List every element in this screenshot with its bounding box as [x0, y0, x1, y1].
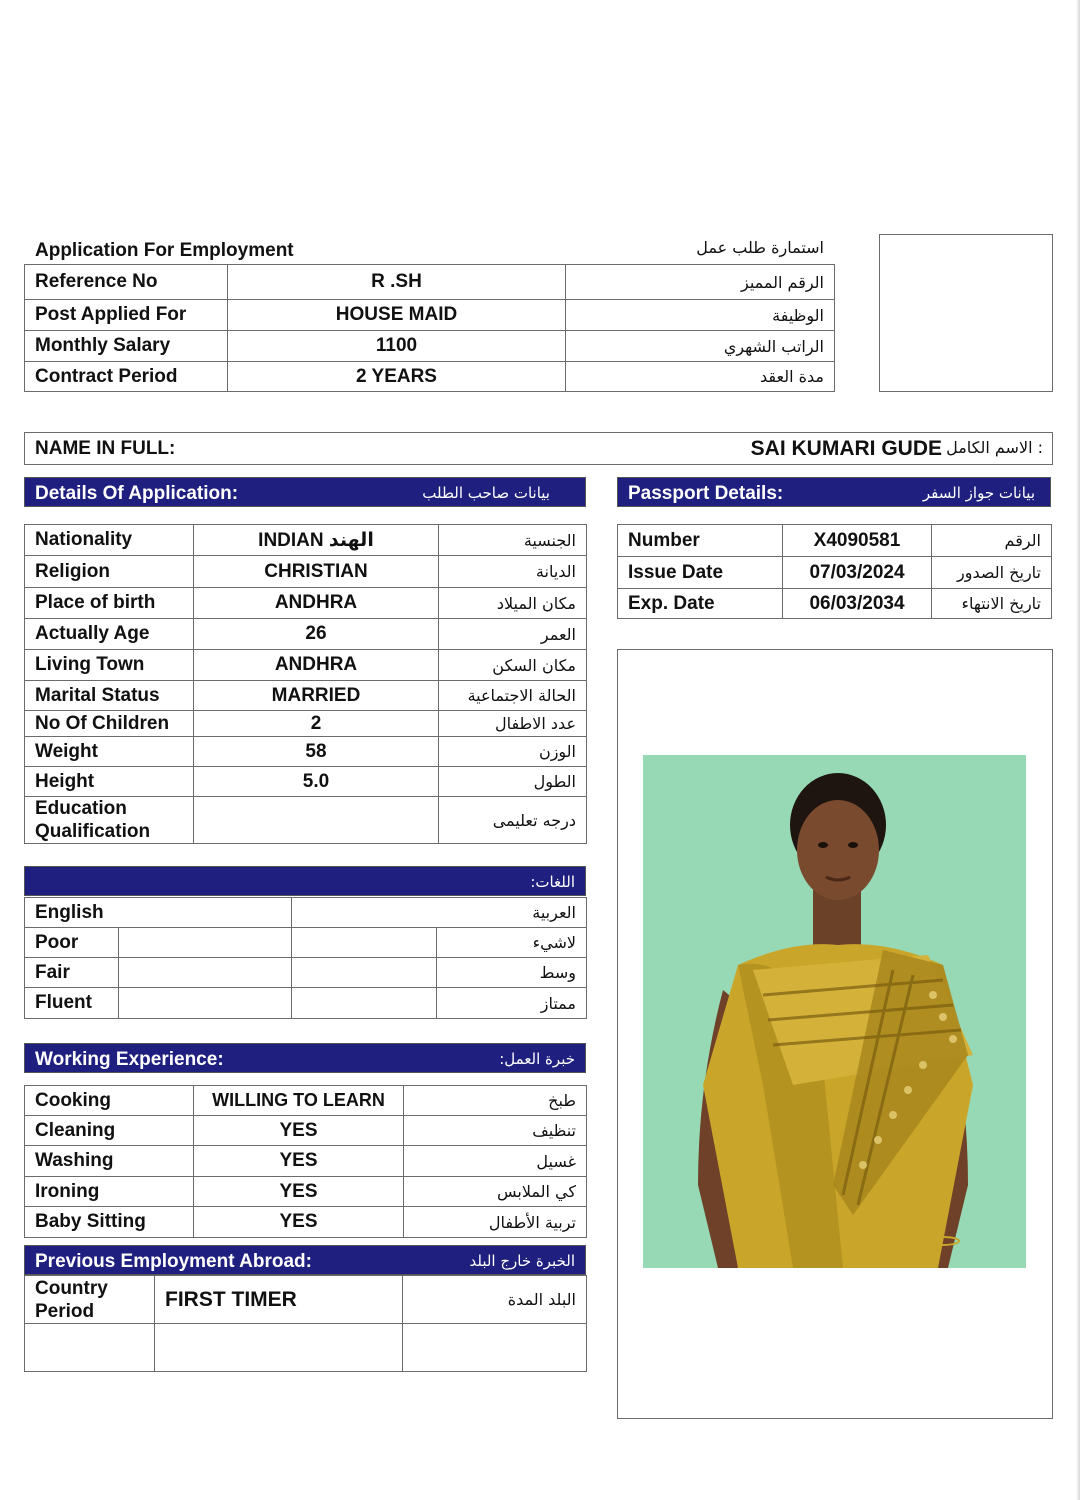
passport-table — [617, 524, 1052, 619]
post-value: HOUSE MAID — [228, 300, 566, 331]
table-row — [25, 300, 835, 331]
contract-label: Contract Period — [25, 362, 228, 392]
details-title-ar: بيانات صاحب الطلب — [422, 484, 550, 502]
languages-header-bar — [24, 866, 586, 896]
table-row — [25, 988, 587, 1019]
abroad-value: FIRST TIMER — [155, 1276, 403, 1324]
applicant-photo-image — [643, 755, 1026, 1268]
children-label-ar: عدد الاطفال — [439, 711, 587, 737]
table-row — [25, 1146, 587, 1177]
name-row — [24, 432, 1053, 465]
salary-value: 1100 — [228, 331, 566, 362]
table-row — [25, 681, 587, 711]
abroad-blank-1 — [25, 1324, 155, 1372]
nationality-value: INDIAN الهند — [194, 525, 439, 556]
abroad-label-ar: البلد المدة — [403, 1276, 587, 1324]
name-label-ar: : الاسم الكامل — [946, 438, 1043, 457]
language-blank — [292, 898, 437, 928]
reference-label-ar: الرقم المميز — [566, 265, 835, 300]
table-row — [25, 958, 587, 988]
exp-date-label-ar: تاريخ الانتهاء — [932, 589, 1052, 619]
details-header-bar — [24, 477, 586, 507]
form-title-arabic: استمارة طلب عمل — [696, 238, 824, 257]
cooking-label: Cooking — [25, 1086, 194, 1116]
age-value: 26 — [194, 619, 439, 650]
table-row — [25, 331, 835, 362]
age-label-ar: العمر — [439, 619, 587, 650]
table-row — [618, 589, 1052, 619]
arabic-label: العربية — [437, 898, 587, 928]
abroad-title: Previous Employment Abroad: — [35, 1251, 312, 1272]
birthplace-label-ar: مكان الميلاد — [439, 588, 587, 619]
children-value: 2 — [194, 711, 439, 737]
passport-title: Passport Details: — [628, 483, 784, 504]
fluent-label: Fluent — [25, 988, 119, 1019]
passport-header-bar — [617, 477, 1051, 507]
fluent-arabic — [292, 988, 437, 1019]
table-row — [25, 711, 587, 737]
fair-label: Fair — [25, 958, 119, 988]
table-row — [25, 362, 835, 392]
english-label: English — [25, 898, 292, 928]
weight-value: 58 — [194, 737, 439, 767]
poor-english — [119, 928, 292, 958]
fair-english — [119, 958, 292, 988]
table-row — [25, 928, 587, 958]
babysitting-value: YES — [194, 1207, 404, 1238]
nationality-label: Nationality — [25, 525, 194, 556]
table-row — [25, 1177, 587, 1207]
table-row — [25, 588, 587, 619]
poor-label-ar: لاشيء — [437, 928, 587, 958]
religion-label: Religion — [25, 556, 194, 588]
table-row — [25, 1086, 587, 1116]
ironing-label-ar: كي الملابس — [404, 1177, 587, 1207]
page-edge — [1076, 0, 1080, 1500]
table-row — [25, 1116, 587, 1146]
table-row — [25, 619, 587, 650]
table-row — [25, 767, 587, 797]
issue-date-label: Issue Date — [618, 557, 783, 589]
fair-arabic — [292, 958, 437, 988]
salary-label-ar: الراتب الشهري — [566, 331, 835, 362]
birthplace-value: ANDHRA — [194, 588, 439, 619]
marital-label-ar: الحالة الاجتماعية — [439, 681, 587, 711]
education-value — [194, 797, 439, 844]
form-title: Application For Employment — [35, 240, 294, 261]
post-label-ar: الوظيفة — [566, 300, 835, 331]
passport-number-label: Number — [618, 525, 783, 557]
post-label: Post Applied For — [25, 300, 228, 331]
exp-date-label: Exp. Date — [618, 589, 783, 619]
washing-label-ar: غسيل — [404, 1146, 587, 1177]
small-photo-box — [879, 234, 1053, 392]
exp-date-value: 06/03/2034 — [783, 589, 932, 619]
abroad-header-bar — [24, 1245, 586, 1275]
height-value: 5.0 — [194, 767, 439, 797]
table-row — [25, 1207, 587, 1238]
experience-header-bar — [24, 1043, 586, 1073]
table-row — [25, 797, 587, 844]
abroad-blank-3 — [403, 1324, 587, 1372]
abroad-table — [24, 1275, 587, 1372]
reference-value: R .SH — [228, 265, 566, 300]
birthplace-label: Place of birth — [25, 588, 194, 619]
table-row — [25, 737, 587, 767]
abroad-title-ar: الخبرة خارج البلد — [469, 1252, 575, 1270]
languages-table — [24, 897, 587, 1019]
experience-title: Working Experience: — [35, 1049, 224, 1070]
table-row — [25, 556, 587, 588]
nationality-label-ar: الجنسية — [439, 525, 587, 556]
education-label — [25, 797, 194, 844]
header-table — [24, 264, 835, 392]
details-table — [24, 524, 587, 844]
washing-label: Washing — [25, 1146, 194, 1177]
weight-label: Weight — [25, 737, 194, 767]
education-label-line1: Education — [35, 798, 127, 819]
contract-label-ar: مدة العقد — [566, 362, 835, 392]
cooking-value: WILLING TO LEARN — [194, 1086, 404, 1116]
height-label: Height — [25, 767, 194, 797]
name-value: SAI KUMARI GUDE — [750, 437, 942, 460]
contract-value: 2 YEARS — [228, 362, 566, 392]
marital-label: Marital Status — [25, 681, 194, 711]
country-label: Country — [35, 1277, 108, 1299]
fair-label-ar: وسط — [437, 958, 587, 988]
ironing-label: Ironing — [25, 1177, 194, 1207]
issue-date-value: 07/03/2024 — [783, 557, 932, 589]
cleaning-value: YES — [194, 1116, 404, 1146]
religion-value: CHRISTIAN — [194, 556, 439, 588]
experience-table — [24, 1085, 587, 1238]
children-label: No Of Children — [25, 711, 194, 737]
education-label-line2: Qualification — [35, 821, 151, 842]
salary-label: Monthly Salary — [25, 331, 228, 362]
town-value: ANDHRA — [194, 650, 439, 681]
passport-title-ar: بيانات جواز السفر — [922, 484, 1035, 502]
babysitting-label-ar: تربية الأطفال — [404, 1207, 587, 1238]
abroad-blank-2 — [155, 1324, 403, 1372]
applicant-photo — [643, 755, 1026, 1268]
age-label: Actually Age — [25, 619, 194, 650]
ironing-value: YES — [194, 1177, 404, 1207]
cleaning-label: Cleaning — [25, 1116, 194, 1146]
fluent-label-ar: ممتاز — [437, 988, 587, 1019]
table-row — [25, 265, 835, 300]
marital-value: MARRIED — [194, 681, 439, 711]
cooking-label-ar: طبخ — [404, 1086, 587, 1116]
passport-number-label-ar: الرقم — [932, 525, 1052, 557]
poor-arabic — [292, 928, 437, 958]
cleaning-label-ar: تنظيف — [404, 1116, 587, 1146]
experience-title-ar: خبرة العمل: — [499, 1050, 575, 1068]
religion-label-ar: الديانة — [439, 556, 587, 588]
weight-label-ar: الوزن — [439, 737, 587, 767]
table-row — [25, 650, 587, 681]
languages-title-ar: اللغات: — [530, 873, 575, 891]
table-row — [618, 557, 1052, 589]
education-label-ar: درجه تعليمى — [439, 797, 587, 844]
details-title: Details Of Application: — [35, 483, 239, 504]
issue-date-label-ar: تاريخ الصدور — [932, 557, 1052, 589]
town-label-ar: مكان السكن — [439, 650, 587, 681]
babysitting-label: Baby Sitting — [25, 1207, 194, 1238]
height-label-ar: الطول — [439, 767, 587, 797]
reference-label: Reference No — [25, 265, 228, 300]
town-label: Living Town — [25, 650, 194, 681]
passport-number-value: X4090581 — [783, 525, 932, 557]
fluent-english — [119, 988, 292, 1019]
poor-label: Poor — [25, 928, 119, 958]
table-row — [25, 1324, 587, 1372]
period-label: Period — [35, 1300, 95, 1322]
table-row — [25, 898, 587, 928]
name-label: NAME IN FULL: — [35, 438, 176, 459]
table-row — [25, 1276, 587, 1324]
washing-value: YES — [194, 1146, 404, 1177]
abroad-label — [25, 1276, 155, 1324]
table-row — [618, 525, 1052, 557]
table-row — [25, 525, 587, 556]
